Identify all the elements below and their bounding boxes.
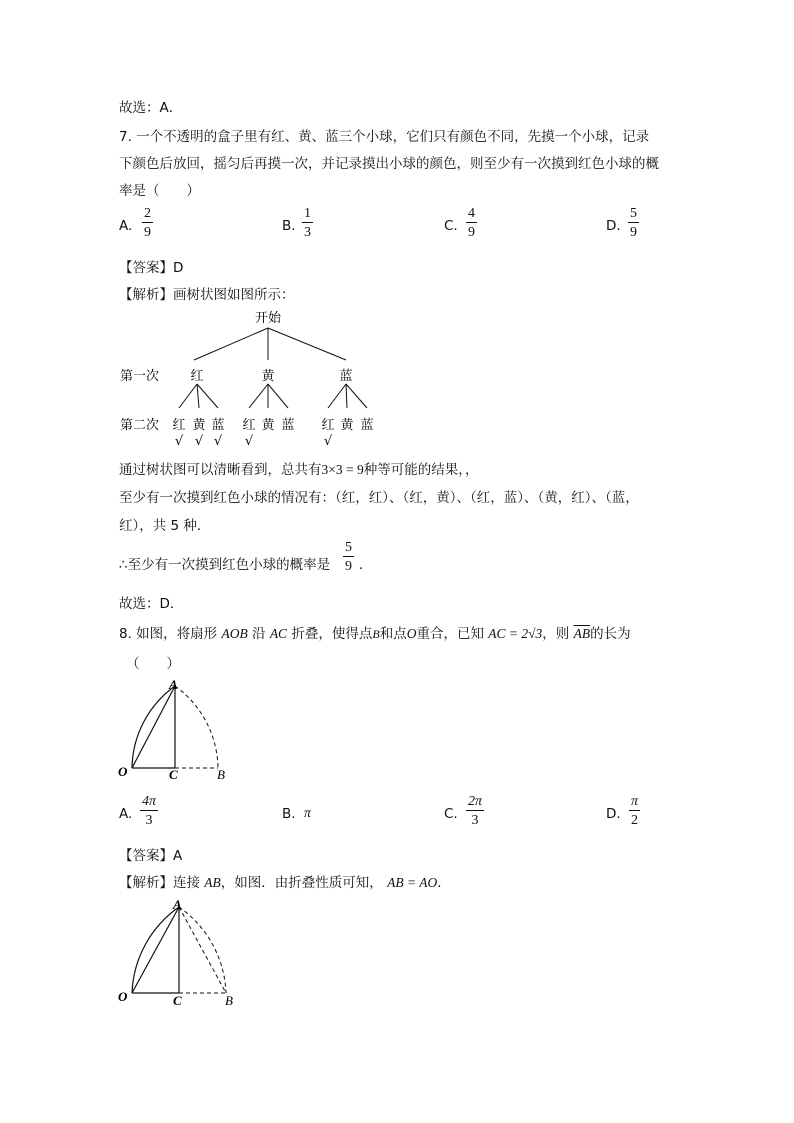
tree-first-red: 红 xyxy=(190,369,204,384)
fraction: 1 3 xyxy=(304,206,311,240)
tree-first-yellow: 黄 xyxy=(261,369,275,384)
tree-row2-label: 第二次 xyxy=(120,418,160,433)
math-ab-ao: AB = AO xyxy=(387,875,438,890)
option-label: B. xyxy=(282,218,296,234)
option-label: A. xyxy=(119,806,133,822)
math-o: O xyxy=(406,626,417,641)
tree-row1-label: 第一次 xyxy=(120,369,160,384)
check-mark: √ xyxy=(323,434,333,449)
q8-answer: 【答案】A xyxy=(119,848,183,864)
math-arc-ab: $\overline{AB}$ xyxy=(573,626,591,641)
q7-text2: 至少有一次摸到红色小球的情况有：（红，红）、（红，黄）、（红，蓝）、（黄，红）、（蓝， xyxy=(119,490,639,506)
math-ac: AC xyxy=(269,626,288,641)
label-b: B xyxy=(217,767,225,782)
q8-stem-line2: （ ） xyxy=(126,656,180,672)
tree-second-item: 蓝 xyxy=(211,418,225,433)
tree-second-item: 蓝 xyxy=(281,418,295,433)
option-label: C. xyxy=(444,218,458,234)
q7-analysis-intro: 【解析】画树状图如图所示： xyxy=(119,287,295,303)
math-b: B xyxy=(372,627,380,641)
q7-prob-fraction: 5 9 xyxy=(345,540,352,574)
fraction: 4π 3 xyxy=(142,794,157,828)
math-aob: AOB xyxy=(221,626,248,641)
option-label: D. xyxy=(606,218,621,234)
tree-second-item: 黄 xyxy=(261,418,275,433)
math-ab: AB xyxy=(204,875,221,890)
tree-first-blue: 蓝 xyxy=(339,369,353,384)
label-o: O xyxy=(118,764,128,779)
fraction: 4 9 xyxy=(468,206,475,240)
q7-text3: 红），共 5 种． xyxy=(119,518,211,534)
tree-second-item: 蓝 xyxy=(360,418,374,433)
tree-diagram xyxy=(110,300,410,450)
label-c: C xyxy=(169,767,178,782)
q7-stem-line3: 率是（ ） xyxy=(119,183,200,199)
tree-second-item: 红 xyxy=(242,418,256,433)
tree-second-item: 黄 xyxy=(340,418,354,433)
tree-root: 开始 xyxy=(254,311,282,326)
check-mark: √ xyxy=(213,434,223,449)
label-a: A xyxy=(173,897,182,912)
q8-figure xyxy=(112,675,237,785)
q8-stem-line1: 8. 如图，将扇形 AOB 沿 AC 折叠，使得点B和点O重合，已知 AC = 2√3，则 $\overline{AB}$的长为 xyxy=(119,626,631,642)
option-label: A. xyxy=(119,218,133,234)
q7-text4-end: ． xyxy=(359,557,373,573)
math-formula: AC = 2√3 xyxy=(488,626,543,641)
option-label: D. xyxy=(606,806,621,822)
fraction: π 2 xyxy=(631,794,639,828)
tree-second-item: 红 xyxy=(172,418,186,433)
q8-analysis: 【解析】连接 AB，如图．由折叠性质可知， AB = AO． xyxy=(119,875,451,891)
fraction: 5 9 xyxy=(630,206,637,240)
tree-second-item: 红 xyxy=(321,418,335,433)
check-mark: √ xyxy=(194,434,204,449)
q8-analysis-figure xyxy=(112,895,242,1010)
fraction: 2π 3 xyxy=(468,794,483,828)
fraction: 2 9 xyxy=(144,206,151,240)
option-value: π xyxy=(304,805,311,820)
q7-text4: ∴至少有一次摸到红色小球的概率是 xyxy=(119,557,331,573)
option-label: C. xyxy=(444,806,458,822)
formula: 3×3 = 9 xyxy=(321,462,364,477)
tree-second-item: 黄 xyxy=(192,418,206,433)
label-o: O xyxy=(118,989,128,1004)
check-mark: √ xyxy=(244,434,254,449)
q7-text1: 通过树状图可以清晰看到，总共有3×3 = 9种等可能的结果，， xyxy=(119,462,479,478)
check-mark: √ xyxy=(174,434,184,449)
label-b: B xyxy=(225,993,233,1008)
q7-answer: 【答案】D xyxy=(119,260,184,276)
label-a: A xyxy=(169,677,178,692)
q7-conclusion: 故选：D． xyxy=(119,596,184,612)
q6-conclusion: 故选：A． xyxy=(119,100,183,116)
label-c: C xyxy=(173,993,182,1008)
q7-stem-line1: 7. 一个不透明的盒子里有红、黄、蓝三个小球，它们只有颜色不同，先摸一个小球，记录 xyxy=(119,129,650,145)
q7-stem-line2: 下颜色后放回，摇匀后再摸一次，并记录摸出小球的颜色，则至少有一次摸到红色小球的概 xyxy=(119,156,659,172)
option-label: B. xyxy=(282,806,296,822)
